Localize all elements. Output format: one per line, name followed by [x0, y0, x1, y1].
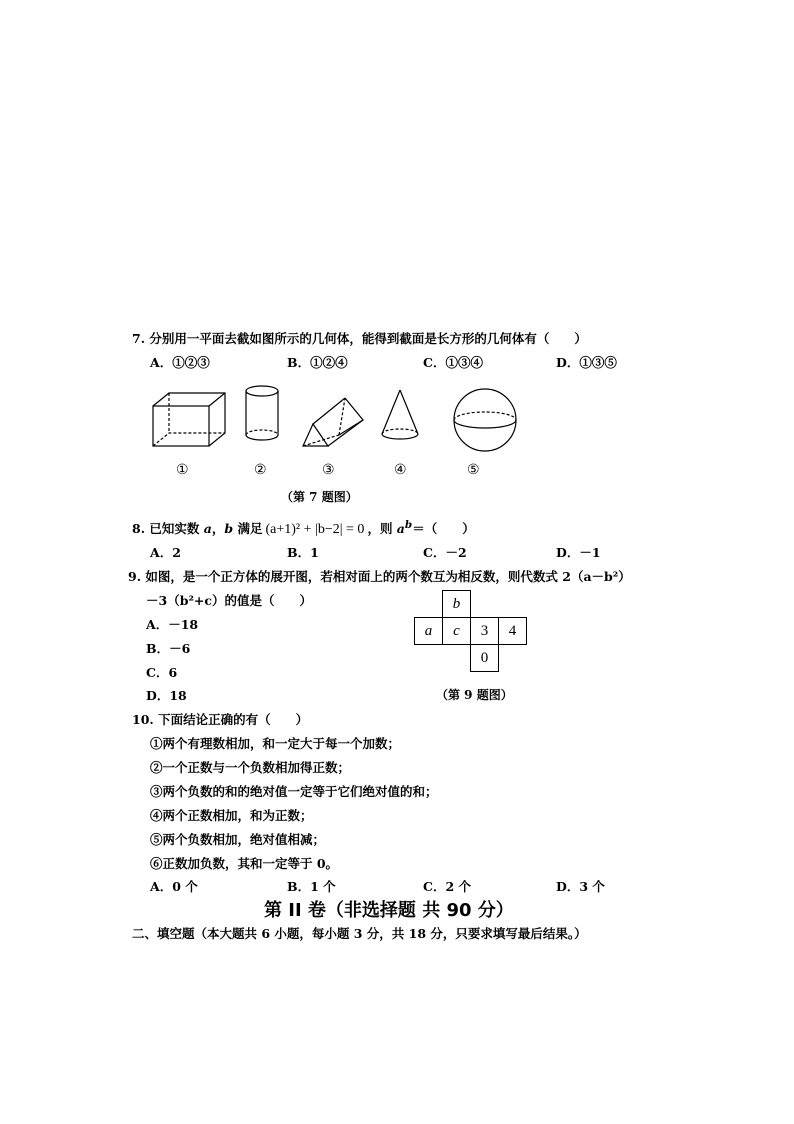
- cone-icon: [382, 390, 418, 439]
- q10-statement-5: ⑤两个负数相加，绝对值相减；: [150, 832, 326, 847]
- q10-statement-3: ③两个负数的和的绝对值一定等于它们绝对值的和；: [150, 784, 438, 799]
- q8-stem-prefix: 8. 已知实数: [132, 521, 204, 537]
- q10-option-c: C．2 个: [423, 879, 471, 894]
- q10-statement-2: ②一个正数与一个负数相加得正数；: [150, 760, 351, 775]
- q9-option-a: A．－18: [146, 617, 199, 632]
- section-title: 第 II 卷（非选择题 共 90 分）: [264, 900, 514, 921]
- net-face-c: c: [453, 622, 460, 639]
- cube-net: [414, 590, 527, 672]
- q7-option-c: C．①③④: [423, 355, 483, 370]
- q8-power-base: a: [396, 521, 405, 537]
- q10-option-a: A．0 个: [150, 879, 198, 894]
- q8-option-b: B．1: [287, 545, 319, 560]
- q7-option-a: A．①②③: [150, 355, 210, 370]
- q8-var-b: b: [224, 521, 234, 537]
- q8-stem-mid: 满足: [233, 521, 263, 537]
- solid-label-1: ①: [176, 462, 189, 478]
- q10-statement-1: ①两个有理数相加，和一定大于每一个加数；: [150, 736, 401, 751]
- q10-stem: 10. 下面结论正确的有（ ）: [132, 712, 309, 727]
- net-face-bottom: 0: [480, 649, 489, 666]
- solid-label-3: ③: [322, 462, 335, 478]
- cuboid-icon: [153, 393, 225, 446]
- q10-option-b: B．1 个: [287, 879, 336, 894]
- cylinder-icon: [246, 386, 278, 440]
- q9-option-c: C．6: [146, 665, 178, 680]
- net-face-4: 4: [508, 622, 517, 639]
- q8-option-d: D．－1: [556, 545, 601, 560]
- q9-option-b: B．－6: [146, 641, 191, 656]
- q7-option-d: D．①③⑤: [556, 355, 617, 370]
- q8-comma: ，: [211, 521, 225, 537]
- q8-var-a: a: [203, 521, 212, 537]
- q8-stem-then: ，则: [367, 521, 397, 537]
- q9-option-d: D．18: [146, 688, 187, 703]
- solid-label-2: ②: [254, 462, 267, 478]
- q10-statement-4: ④两个正数相加，和为正数；: [150, 808, 313, 823]
- net-face-a: a: [424, 622, 433, 639]
- q8-equation: (a+1)² + |b−2| = 0: [265, 522, 365, 538]
- q9-stem-line2: －3（b²+c）的值是（ ）: [146, 593, 312, 608]
- solid-label-5: ⑤: [467, 462, 480, 478]
- q7-solids-figure: [145, 380, 525, 455]
- triangular-prism-icon: [303, 398, 363, 446]
- q8-option-c: C．－2: [423, 545, 467, 560]
- section-heading: 二、填空题（本大题共 6 小题，每小题 3 分，共 18 分，只要求填写最后结果。）: [132, 926, 587, 941]
- q10-statement-6: ⑥正数加负数，其和一定等于 0。: [150, 856, 339, 871]
- q7-option-b: B．①②④: [287, 355, 348, 370]
- q9-stem-line1: 9. 如图，是一个正方体的展开图，若相对面上的两个数互为相反数，则代数式 2（a－b²）: [128, 569, 631, 584]
- q8-power-exp: b: [404, 519, 413, 531]
- q7-caption: （第 7 题图）: [281, 490, 358, 504]
- net-face-3: 3: [480, 622, 489, 639]
- q8-stem: [132, 519, 475, 538]
- q7-stem: 7. 分别用一平面去截如图所示的几何体，能得到截面是长方形的几何体有（ ）: [132, 331, 587, 346]
- net-face-top: b: [452, 595, 461, 612]
- q9-caption: （第 9 题图）: [436, 688, 513, 702]
- q8-option-a: A．2: [150, 545, 181, 560]
- q8-stem-end: ＝（ ）: [412, 521, 475, 537]
- sphere-icon: [454, 389, 516, 451]
- q10-option-d: D．3 个: [556, 879, 605, 894]
- solid-label-4: ④: [394, 462, 407, 478]
